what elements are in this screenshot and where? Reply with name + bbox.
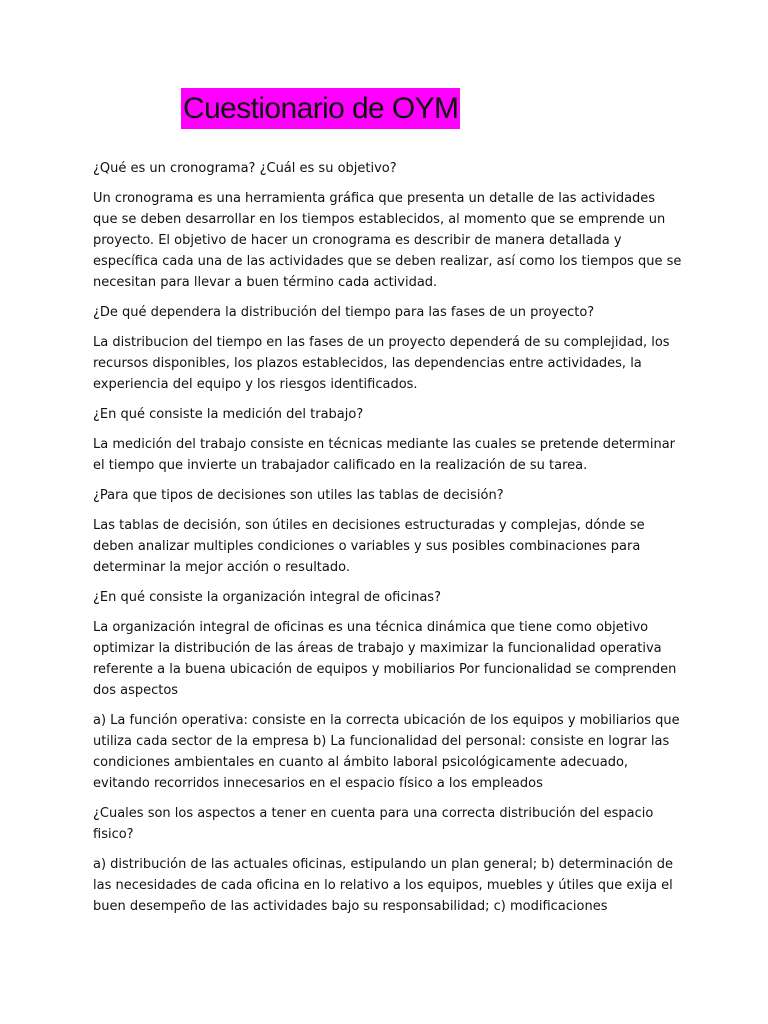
answer-5-detail: a) La función operativa: consiste en la correcta ubicación de los equipos y mobiliarios que utiliza cada sector de la empresa b) La funcionalidad del personal: consiste en lograr las condiciones ambientales en cuanto al ámbito laboral psicológicamente adecuado, evitando recorridos innecesarios en el espacio físico a los empleados: [93, 713, 680, 791]
answer-2: La distribucion del tiempo en las fases de un proyecto dependerá de su complejidad, los recursos disponibles, los plazos establecidos, las dependencias entre actividades, la experiencia del equipo y los riesgos identificados.: [93, 335, 670, 392]
answer-6: a) distribución de las actuales oficinas, estipulando un plan general; b) determinación de las necesidades de cada oficina en lo relativo a los equipos, muebles y útiles que exija el buen desempeño de las actividades bajo su responsabilidad; c) modificaciones: [93, 857, 673, 914]
question-5: ¿En qué consiste la organización integral de oficinas?: [93, 590, 441, 605]
question-1: ¿Qué es un cronograma? ¿Cuál es su objetivo?: [93, 161, 397, 176]
question-6: ¿Cuales son los aspectos a tener en cuenta para una correcta distribución del espacio fisico?: [93, 806, 654, 842]
answer-3: La medición del trabajo consiste en técnicas mediante las cuales se pretende determinar el tiempo que invierte un trabajador calificado en la realización de su tarea.: [93, 437, 676, 473]
answer-1: Un cronograma es una herramienta gráfica que presenta un detalle de las actividades que se deben desarrollar en los tiempos establecidos, al momento que se emprende un proyecto. El objetivo de hacer un cronograma es describir de manera detallada y específica cada una de las actividades que se deben realizar, así como los tiempos que se necesitan para llevar a buen término cada actividad.: [93, 191, 682, 290]
question-3: ¿En qué consiste la medición del trabajo?: [93, 407, 364, 422]
answer-5: La organización integral de oficinas es una técnica dinámica que tiene como objetivo optimizar la distribución de las áreas de trabajo y maximizar la funcionalidad operativa referente a la buena ubicación de equipos y mobiliarios Por funcionalidad se comprenden dos aspectos: [93, 620, 677, 698]
document-title: Cuestionario de OYM: [181, 88, 460, 129]
question-4: ¿Para que tipos de decisiones son utiles las tablas de decisión?: [93, 488, 504, 503]
document-body: [93, 158, 683, 926]
question-2: ¿De qué dependera la distribución del tiempo para las fases de un proyecto?: [93, 305, 595, 320]
answer-4: Las tablas de decisión, son útiles en decisiones estructuradas y complejas, dónde se deben analizar multiples condiciones o variables y sus posibles combinaciones para determinar la mejor acción o resultado.: [93, 518, 645, 575]
